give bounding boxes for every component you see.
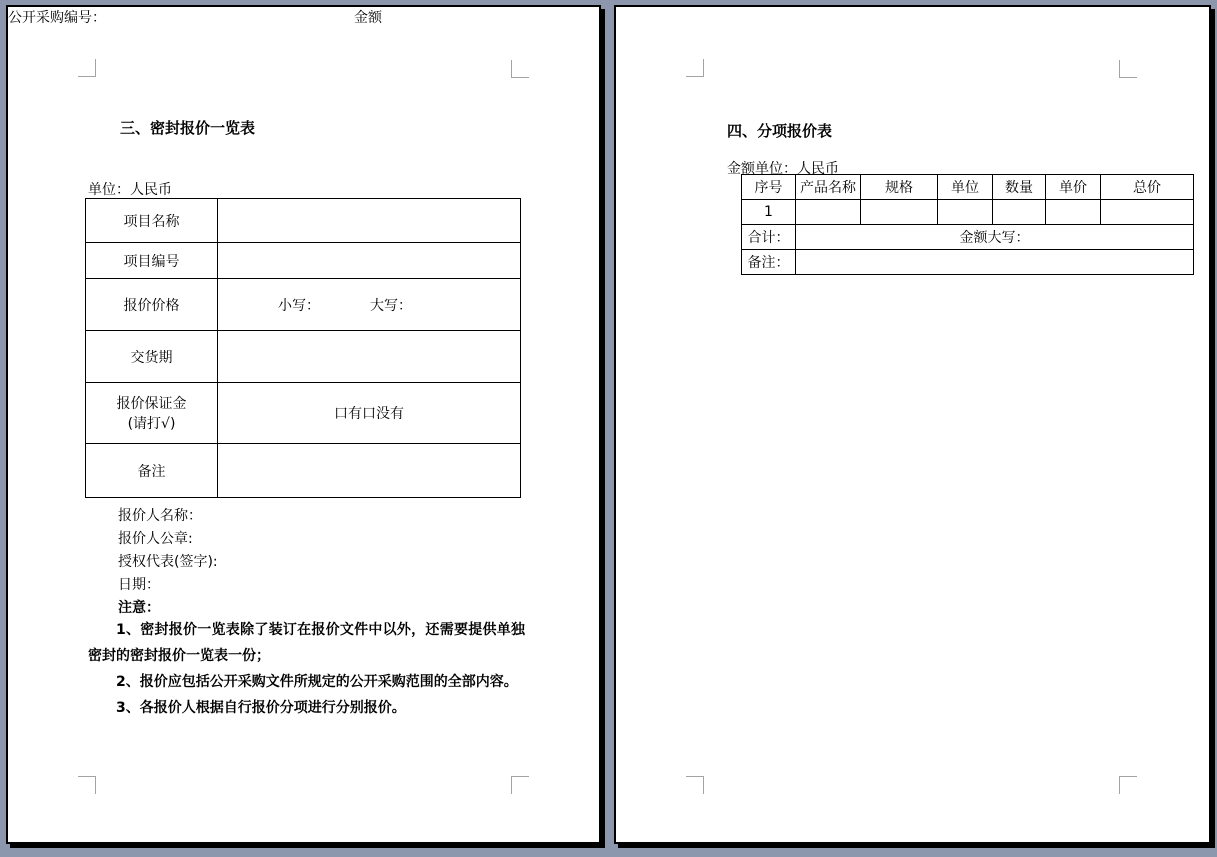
signature-block <box>118 505 218 620</box>
table-total-row <box>742 225 1194 250</box>
project-number-value-cell <box>218 243 521 279</box>
specification-cell <box>861 200 938 225</box>
header-quantity: 数量 <box>993 175 1046 200</box>
margin-corner-mark-bottom-left <box>78 776 96 794</box>
row-label-quotation-price: 报价价格 <box>86 279 218 331</box>
margin-corner-mark-top-left <box>78 59 96 77</box>
table-remark-row <box>742 250 1194 275</box>
table-row <box>86 243 521 279</box>
row-label-delivery-period: 交货期 <box>86 331 218 383</box>
row-label-project-name: 项目名称 <box>86 199 218 243</box>
project-name-value-cell <box>218 199 521 243</box>
remarks-value-cell <box>218 444 521 498</box>
quantity-cell <box>993 200 1046 225</box>
unit-cell <box>938 200 993 225</box>
section-heading-sealed-quotation: 三、密封报价一览表 <box>120 119 256 137</box>
note-item-2: 2、报价应包括公开采购文件所规定的公开采购范围的全部内容。 <box>116 674 518 690</box>
amount-unit-line: 金额单位：人民币 <box>727 161 839 177</box>
itemized-quotation-table <box>741 174 1194 275</box>
amount-wrapped-word: 金额 <box>354 10 382 26</box>
page-1 <box>6 5 601 844</box>
page-2 <box>614 5 1211 844</box>
row-label-project-number: 项目编号 <box>86 243 218 279</box>
table-row <box>86 331 521 383</box>
product-name-cell <box>796 200 861 225</box>
amount-in-words-cell: 金额大写： <box>796 225 1194 250</box>
total-label-cell: 合计： <box>742 225 796 250</box>
margin-corner-mark-top-left <box>686 59 704 77</box>
header-serial-number: 序号 <box>742 175 796 200</box>
note-item-1: 1、密封报价一览表除了装订在报价文件中以外，还需要提供单独密封的密封报价一览表一份； <box>88 622 525 664</box>
remark-value-cell <box>796 250 1194 275</box>
row-label-remarks: 备注 <box>86 444 218 498</box>
total-price-cell <box>1101 200 1194 225</box>
header-specification: 规格 <box>861 175 938 200</box>
header-total-price: 总价 <box>1101 175 1194 200</box>
serial-number-cell: 1 <box>742 200 796 225</box>
procurement-number-line <box>8 7 382 27</box>
remark-label-cell: 备注： <box>742 250 796 275</box>
quotation-price-value-cell <box>218 279 521 331</box>
quoter-seal-line: 报价人公章: <box>118 531 193 547</box>
table-row <box>742 200 1194 225</box>
table-row <box>86 444 521 498</box>
header-unit: 单位 <box>938 175 993 200</box>
currency-unit-line: 单位：人民币 <box>88 182 172 198</box>
price-words-label: 大写： <box>370 297 412 314</box>
margin-corner-mark-top-right <box>511 60 529 78</box>
note-item-3: 3、各报价人根据自行报价分项进行分别报价。 <box>116 700 406 716</box>
margin-corner-mark-bottom-right <box>511 776 529 794</box>
quoter-name-line: 报价人名称： <box>118 508 202 524</box>
header-product-name: 产品名称 <box>796 175 861 200</box>
notice-label: 注意： <box>118 600 160 616</box>
procurement-number-label: 公开采购编号： <box>8 10 106 26</box>
table-header-row <box>742 175 1194 200</box>
delivery-period-value-cell <box>218 331 521 383</box>
margin-corner-mark-bottom-left <box>686 776 704 794</box>
unit-price-cell <box>1046 200 1101 225</box>
table-row <box>86 383 521 444</box>
notes-block <box>88 617 525 721</box>
date-line: 日期： <box>118 577 160 593</box>
header-unit-price: 单价 <box>1046 175 1101 200</box>
table-row <box>86 279 521 331</box>
table-row <box>86 199 521 243</box>
price-numeric-label: 小写： <box>278 297 320 314</box>
row-label-bid-deposit: 报价保证金 (请打√) <box>86 383 218 444</box>
bid-deposit-checkbox-cell: 口有口没有 <box>218 383 521 444</box>
margin-corner-mark-bottom-right <box>1119 776 1137 794</box>
sealed-quotation-table <box>85 198 521 498</box>
margin-corner-mark-top-right <box>1119 60 1137 78</box>
authorized-representative-line: 授权代表(签字): <box>118 554 218 570</box>
section-heading-itemized-quotation: 四、分项报价表 <box>727 122 833 140</box>
